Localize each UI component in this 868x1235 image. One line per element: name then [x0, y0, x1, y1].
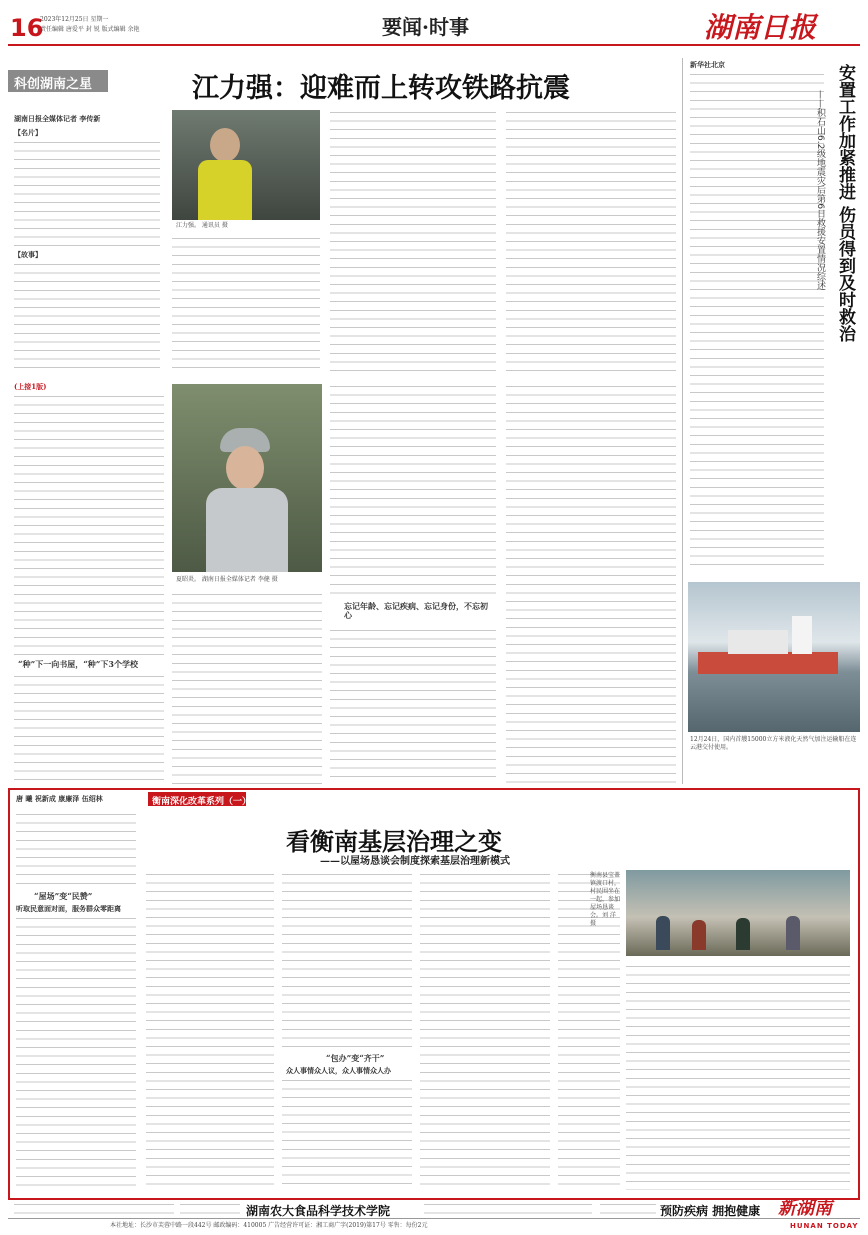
special-col1a: [16, 812, 136, 888]
page-number: 16: [10, 14, 44, 42]
special-title: 看衡南基层治理之变: [286, 827, 502, 856]
subhead-initial: 忘记年龄、忘记疾病、忘记身份，不忘初心: [344, 601, 488, 620]
story2-col4: [506, 384, 676, 784]
intro-text: [14, 140, 160, 250]
story2-col1: [14, 394, 164, 656]
brand-logo: 新湖南: [778, 1198, 832, 1219]
ship-photo-caption: 12月24日，国内首艘15000立方米液化天然气加注运输船在连云港交付使用。: [690, 736, 857, 751]
bottom-mid-title1: 湖南农大食品科学技术学院: [246, 1204, 391, 1218]
story-text-col2: [172, 236, 320, 374]
date-line: 2023年12月25日 星期一: [40, 16, 109, 23]
editor-line: 责任编辑 唐爱平 封 锐 版式编辑 余艳: [40, 26, 140, 33]
special-subhead3: “包办”变“齐干”: [326, 1053, 385, 1063]
lng-ship-photo: [688, 582, 860, 732]
column-divider: [682, 58, 683, 784]
byline: 湖南日报全媒体记者 李传新: [14, 114, 101, 123]
villagers-meeting-photo: [626, 870, 850, 956]
special-col1b: [16, 916, 136, 1190]
special-col4: [420, 872, 550, 1190]
story2-col3: [330, 384, 496, 594]
special-subhead1: “屋场”变“民赞”: [34, 891, 93, 901]
footer-text: 本社地址：长沙市芙蓉中路一段442号 邮政编码：410005 广告经营许可证：湘工商广字(2019)第17号 零售：每份2元: [110, 1222, 428, 1229]
jiang-liqiang-photo: [172, 110, 320, 220]
bottom-right-title: 预防疾病 拥抱健康: [660, 1204, 761, 1218]
header-rule: [8, 44, 860, 46]
special-tag: 衡南深化改革系列（一）: [152, 797, 252, 807]
bottom-mid-left-text: [180, 1202, 240, 1214]
section-title: 要闻·时事: [382, 15, 469, 39]
intro-heading: 【名片】: [14, 128, 42, 137]
special-col3a: [282, 872, 412, 1050]
source-tag: 新华社北京: [690, 60, 725, 69]
special-authors: 唐 曦 祝新成 康廉泽 伍绍林: [16, 794, 103, 803]
xia-zhaoyan-photo: [172, 384, 322, 572]
continued-tag: (上接1版): [14, 382, 47, 391]
special-col6: [626, 964, 850, 1190]
footer-rule: [8, 1218, 860, 1219]
right-title-sub: ——积石山6.2级地震灾后第6日救援安置情况综述: [815, 90, 825, 291]
top-story-banner: [8, 58, 683, 104]
story2-col1b: [14, 674, 164, 784]
story-text-col4: [506, 110, 676, 374]
photo1-caption: 江力强。 通讯员 摄: [176, 222, 228, 229]
top-story-title: 江力强：迎难而上转攻铁路抗震: [192, 73, 570, 104]
special-col3b: [282, 1078, 412, 1190]
special-subhead4: 众人事情众人议，众人事情众人办: [286, 1066, 391, 1075]
story-text-col3: [330, 110, 496, 374]
story2-col3b: [330, 628, 496, 784]
subhead-seed: “种”下一向书屋，“种”下3个学校: [18, 659, 138, 669]
bottom-left-text: [14, 1202, 174, 1214]
right-story-text: [690, 72, 824, 570]
special-photo-caption: 衡南县宝盖镇渡口村，村民围坐在一起，参加屋场恳谈会。刘 洋 摄: [590, 872, 621, 927]
brand-english: HUNAN TODAY: [790, 1222, 859, 1230]
newspaper-logo: 湖南日报: [704, 11, 817, 44]
story-text-col1: [14, 262, 160, 374]
right-title-main: 安置工作加紧推进 伤员得到及时救治: [835, 64, 855, 342]
special-subhead2: 听取民意面对面，服务群众零距离: [16, 904, 121, 913]
story2-col2: [172, 592, 322, 784]
photo2-caption: 夏昭炎。 湖南日报全媒体记者 李健 摄: [176, 576, 278, 583]
special-col2: [146, 872, 274, 1190]
story-heading: 【故事】: [14, 250, 42, 259]
column-tag: 科创湖南之星: [14, 77, 93, 92]
special-subtitle: ——以屋场恳谈会制度探索基层治理新模式: [320, 856, 510, 867]
bottom-right-text: [600, 1202, 656, 1214]
bottom-mid-right-text: [424, 1202, 592, 1214]
